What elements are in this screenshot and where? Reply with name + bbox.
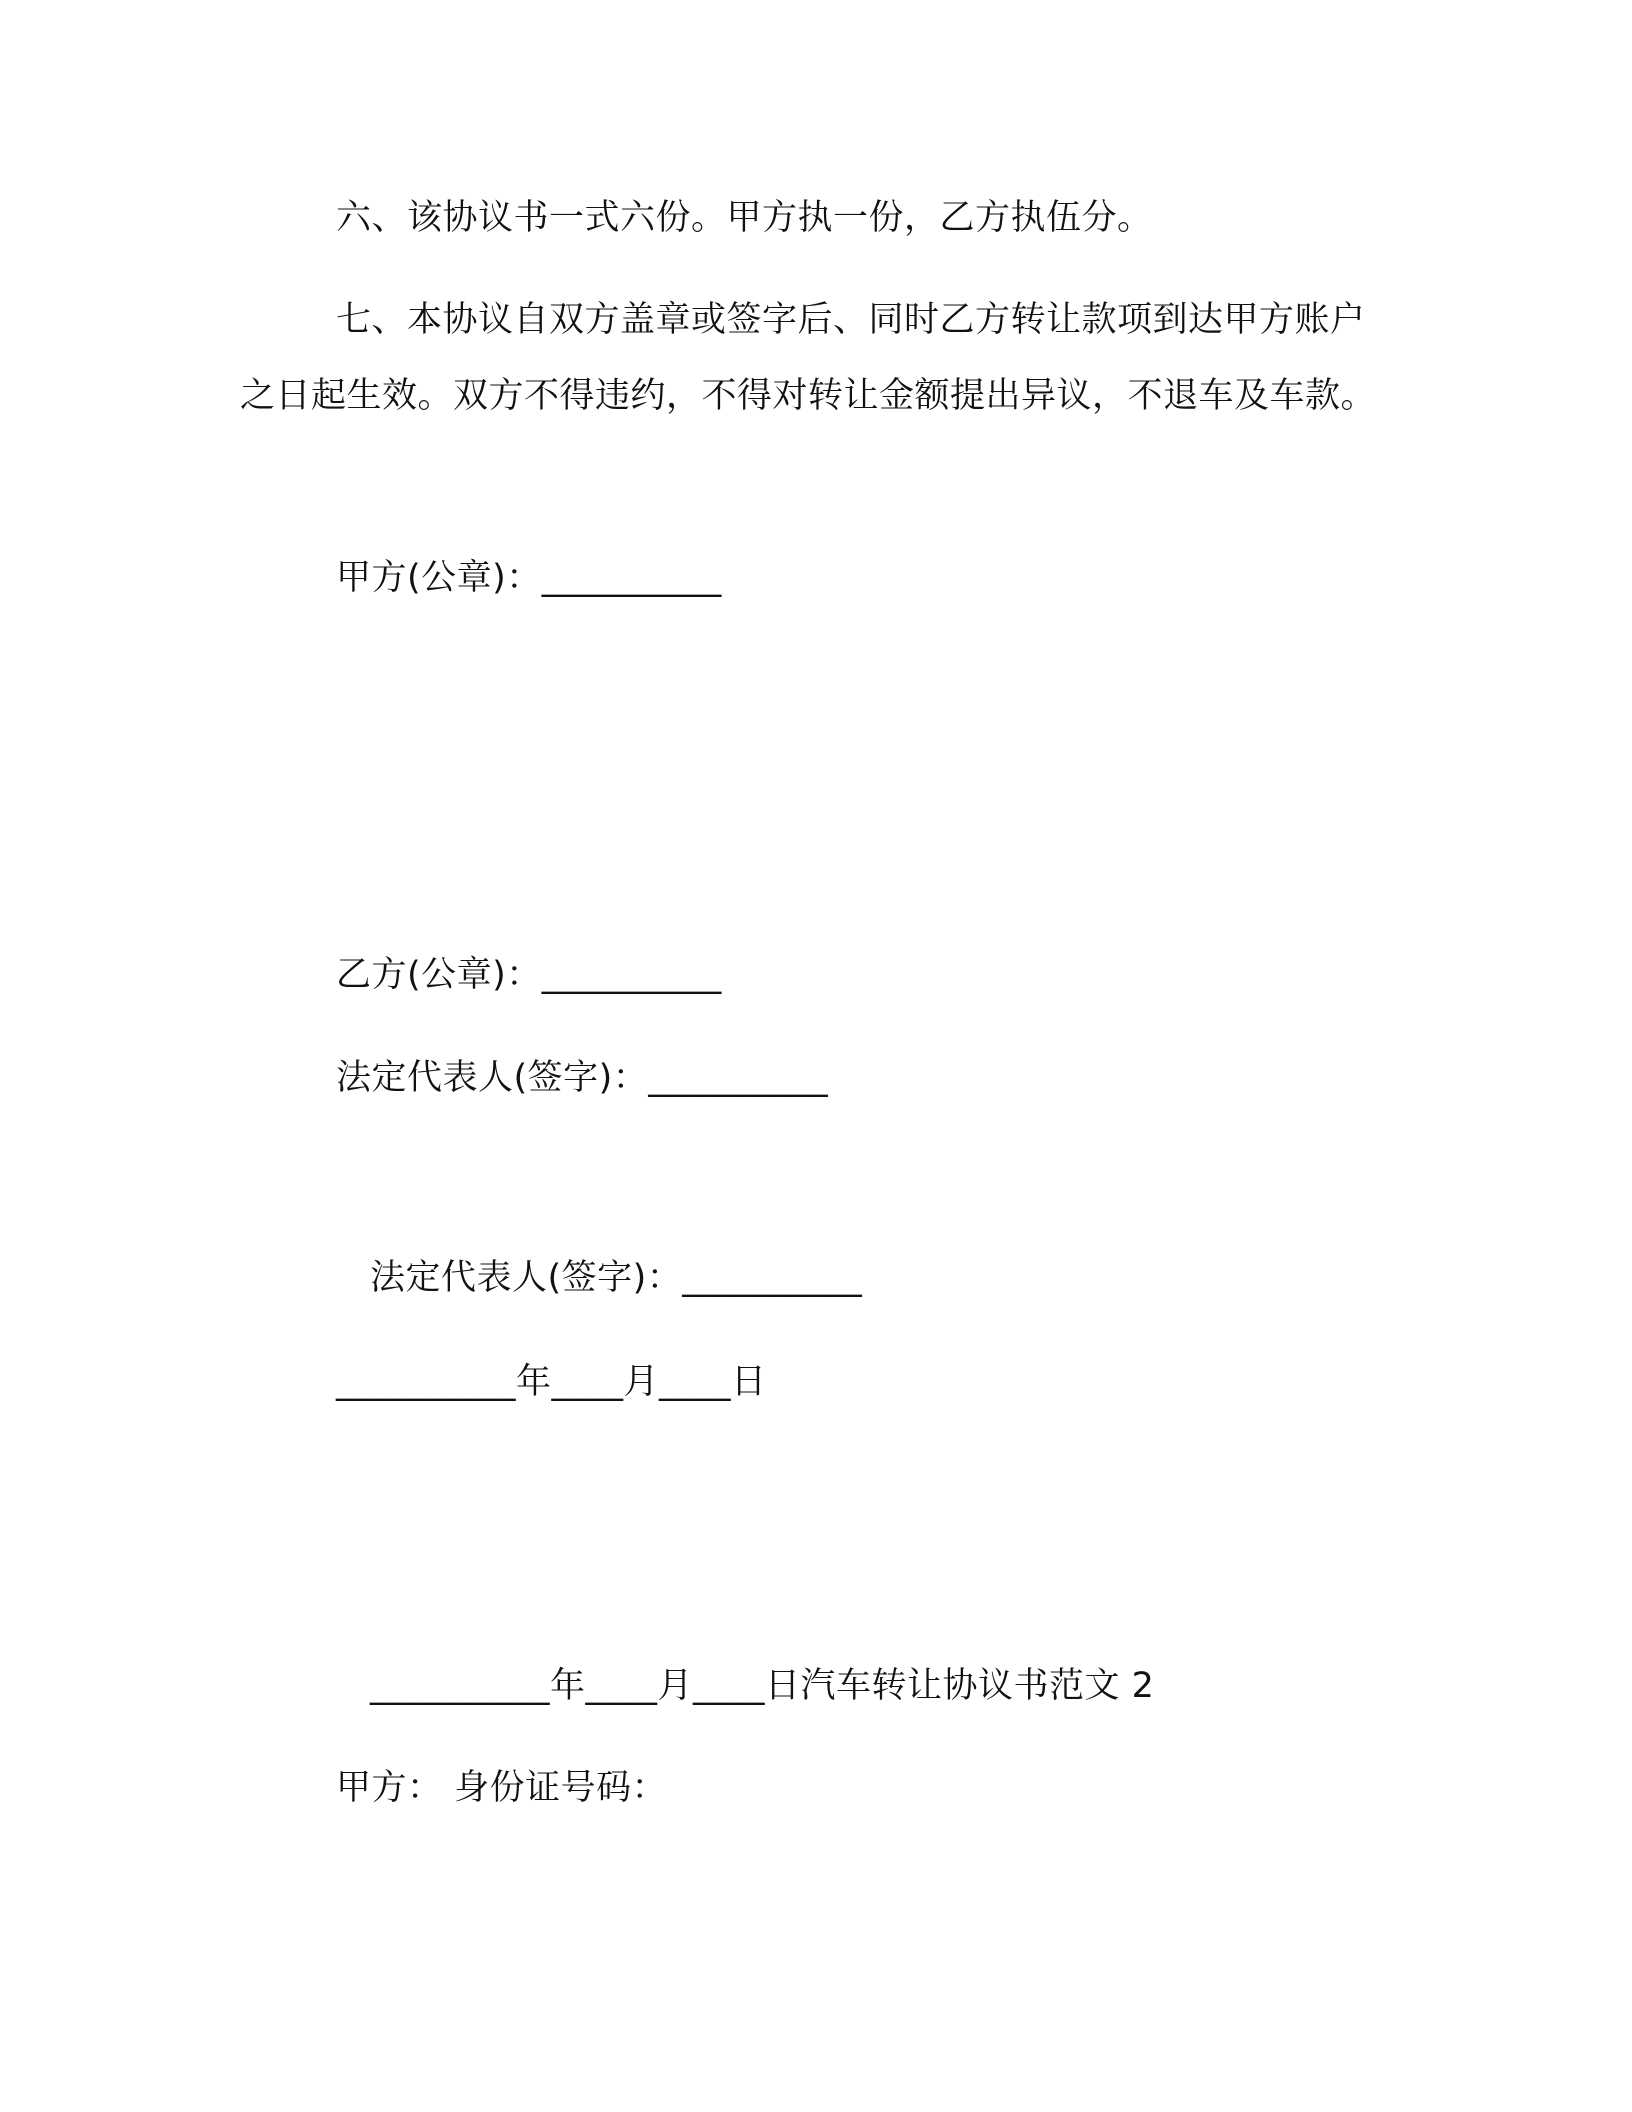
clause-six: 六、该协议书一式六份。甲方执一份，乙方执伍分。 (336, 198, 1153, 238)
agreement-title-line: __________年____月____日汽车转让协议书范文 2 (370, 1666, 1155, 1706)
clause-seven: 七、本协议自双方盖章或签字后、同时乙方转让款项到达甲方账户之日起生效。双方不得违约，不得对转让金额提出异议，不退车及车款。 (240, 300, 1377, 416)
party-a-seal-line: 甲方(公章)：__________ (336, 558, 722, 598)
legal-representative-signature-1: 法定代表人(签字)：__________ (336, 1058, 829, 1098)
party-a-id-line: 甲方： 身份证号码： (336, 1768, 668, 1808)
date-line: __________年____月____日 (336, 1362, 767, 1402)
legal-representative-signature-2: 法定代表人(签字)：__________ (370, 1258, 863, 1298)
party-b-seal-line: 乙方(公章)：__________ (336, 955, 722, 995)
